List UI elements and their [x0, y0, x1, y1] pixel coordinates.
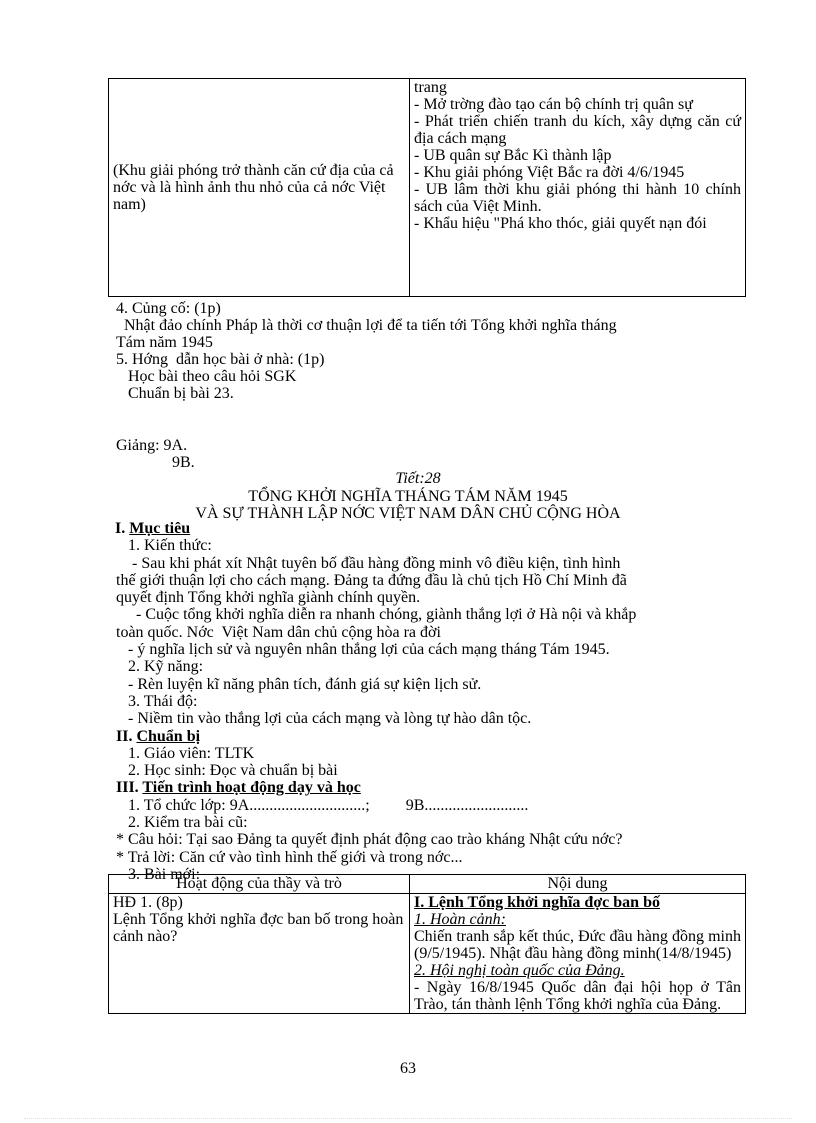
text-line: 2. Học sinh: Đọc và chuẩn bị bài: [116, 762, 338, 780]
review-heading: 4. Củng cố: (1p): [116, 300, 221, 317]
text-line: - Sau khi phát xít Nhật tuyên bố đầu hàng đồng minh vô điều kiện, tình hình: [116, 554, 621, 572]
top-table-line: trang: [414, 79, 447, 96]
text-line: 1. Tổ chức lớp: 9A.............................; 9B..........................: [116, 796, 529, 814]
text-line: - Rèn luyện kĩ năng phân tích, đánh giá sự kiện lịch sử.: [116, 675, 482, 693]
text-line: quyết định Tổng khởi nghĩa giành chính quyền.: [116, 589, 421, 607]
content-title: I. Lệnh Tổng khởi nghĩa đợc ban bố: [414, 894, 660, 911]
lesson-title-line-2: VÀ SỰ THÀNH LẬP NỚC VIỆT NAM DÂN CHỦ CỘNG HÒA: [195, 505, 621, 522]
objectives-section: [116, 520, 746, 883]
top-table-line: - Phát triển chiến tranh du kích, xây dựng căn cứ địa cách mạng: [414, 113, 741, 147]
text-line: toàn quốc. Nớc Việt Nam dân chủ cộng hòa ra đời: [116, 623, 441, 641]
teaching-block: [116, 437, 746, 471]
text-line: - Niềm tin vào thắng lợi của cách mạng và lòng tự hào dân tộc.: [116, 710, 532, 728]
teaching-line: 9B.: [172, 454, 195, 471]
column-header-content: Nội dung: [410, 875, 746, 894]
top-table-line: - Mở trờng đào tạo cán bộ chính trị quân sự: [414, 96, 693, 113]
homework-line: Học bài theo câu hỏi SGK: [116, 368, 297, 385]
section-heading: [116, 779, 746, 796]
homework-heading: 5. Hớng dẫn học bài ở nhà: (1p): [116, 351, 325, 368]
page-number: 63: [400, 1060, 416, 1077]
top-content-table: [108, 78, 746, 297]
text-line: * Trả lời: Căn cứ vào tình hình thế giới và trong nớc...: [116, 848, 463, 866]
column-header-activities: Hoạt động của thầy và trò: [109, 875, 410, 894]
content-cell: [410, 894, 746, 1014]
top-table-line: - UB lâm thời khu giải phóng thi hành 10 chính sách của Việt Minh.: [414, 181, 741, 215]
top-table-line: - Khẩu hiệu "Phá kho thóc, giải quyết nạn đói: [414, 215, 707, 232]
content-paragraph: Chiến tranh sắp kết thúc, Đức đầu hàng đồng minh (9/5/1945). Nhật đầu hàng đồng minh(14/8/1945): [414, 928, 741, 962]
top-table-right-cell: [410, 79, 746, 297]
section-title: Chuẩn bị: [136, 727, 201, 745]
content-paragraph: - Ngày 16/8/1945 Quốc dân đại hội họp ở Tân Trào, tán thành lệnh Tổng khởi nghĩa của Đảng.: [414, 979, 741, 1013]
activity-table: [108, 874, 746, 1014]
lesson-title-line-1: TỔNG KHỞI NGHĨA THÁNG TÁM NĂM 1945: [248, 488, 568, 505]
text-line: 1. Kiến thức:: [116, 537, 212, 555]
review-block: [116, 300, 746, 402]
section-heading: [115, 520, 746, 537]
top-table-line: - Khu giải phóng Việt Bắc ra đời 4/6/1945: [414, 164, 685, 181]
text-line: * Câu hỏi: Tại sao Đảng ta quyết định phát động cao trào kháng Nhật cứu nớc?: [116, 831, 623, 849]
section-title: Tiến trình hoạt động dạy và học: [142, 779, 361, 797]
section-number: I.: [115, 520, 130, 537]
review-line: Nhật đảo chính Pháp là thời cơ thuận lợi để ta tiến tới Tổng khởi nghĩa tháng: [116, 317, 617, 334]
text-line: thế giới thuận lợi cho cách mạng. Đảng ta đứng đầu là chủ tịch Hồ Chí Minh đã: [116, 571, 627, 589]
section-number: II.: [116, 727, 137, 745]
text-line: - ý nghĩa lịch sử và nguyên nhân thắng lợi của cách mạng tháng Tám 1945.: [116, 641, 610, 659]
footer-divider: [24, 1118, 792, 1119]
section-number: III.: [116, 779, 143, 797]
top-table-left-cell: (Khu giải phóng trở thành căn cứ địa của cả nớc và là hình ảnh thu nhỏ của cả nớc Việt nam): [109, 79, 410, 297]
lesson-number: Tiết:28: [395, 470, 441, 487]
text-line: 2. Kiểm tra bài cũ:: [116, 814, 248, 832]
activity-question: Lệnh Tổng khởi nghĩa đợc ban bố trong hoàn cảnh nào?: [113, 911, 404, 945]
text-line: - Cuộc tổng khởi nghĩa diễn ra nhanh chóng, giành thắng lợi ở Hà nội và khắp: [116, 606, 637, 624]
activity-label: HĐ 1. (8p): [113, 894, 183, 911]
text-line: 1. Giáo viên: TLTK: [116, 744, 255, 762]
content-subheading: 1. Hoàn cảnh:: [414, 911, 506, 928]
text-line: 3. Bài mới:: [116, 865, 201, 883]
teaching-line: Giảng: 9A.: [116, 437, 188, 454]
review-line: Tám năm 1945: [116, 334, 213, 351]
text-line: 3. Thái độ:: [116, 692, 198, 710]
section-heading: [116, 728, 746, 745]
section-title: Mục tiêu: [129, 520, 191, 537]
homework-line: Chuẩn bị bài 23.: [116, 385, 234, 402]
activity-cell: [109, 894, 410, 1014]
content-subheading: 2. Hội nghị toàn quốc của Đảng.: [414, 962, 625, 979]
top-table-line: - UB quân sự Bắc Kì thành lập: [414, 147, 612, 164]
text-line: 2. Kỹ năng:: [116, 658, 204, 676]
